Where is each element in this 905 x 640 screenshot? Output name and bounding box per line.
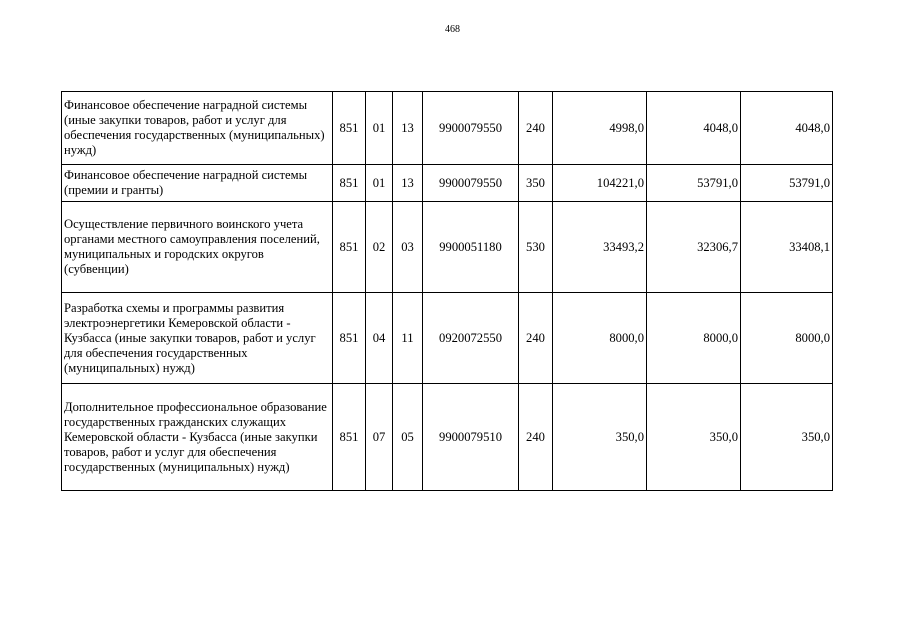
ministry-code-cell: 851 (333, 202, 366, 293)
subsection-code-cell: 13 (393, 165, 423, 202)
table-row (62, 92, 833, 165)
ministry-code-cell: 851 (333, 92, 366, 165)
section-code-cell: 04 (366, 293, 393, 384)
amount-year3-cell: 4048,0 (741, 92, 833, 165)
ministry-code-cell: 851 (333, 293, 366, 384)
amount-year3-cell: 8000,0 (741, 293, 833, 384)
amount-year2-cell: 350,0 (647, 384, 741, 491)
amount-year1-cell: 33493,2 (553, 202, 647, 293)
section-code-cell: 07 (366, 384, 393, 491)
amount-year2-cell: 8000,0 (647, 293, 741, 384)
page-number: 468 (445, 24, 460, 35)
target-article-cell: 9900051180 (423, 202, 519, 293)
subsection-code-cell: 13 (393, 92, 423, 165)
table-row (62, 384, 833, 491)
amount-year1-cell: 350,0 (553, 384, 647, 491)
expense-type-cell: 240 (519, 384, 553, 491)
target-article-cell: 9900079550 (423, 165, 519, 202)
amount-year2-cell: 32306,7 (647, 202, 741, 293)
amount-year1-cell: 8000,0 (553, 293, 647, 384)
section-code-cell: 01 (366, 92, 393, 165)
target-article-cell: 9900079510 (423, 384, 519, 491)
target-article-cell: 0920072550 (423, 293, 519, 384)
table-row (62, 165, 833, 202)
expense-type-cell: 240 (519, 92, 553, 165)
row-name-cell: Финансовое обеспечение наградной системы (премии и гранты) (62, 165, 333, 202)
section-code-cell: 02 (366, 202, 393, 293)
table-row (62, 202, 833, 293)
row-name-cell: Осуществление первичного воинского учета органами местного самоуправления поселений, муниципальных и городских округов (субвенции) (62, 202, 333, 293)
row-name-cell: Дополнительное профессиональное образование государственных гражданских служащих Кемеровской области - Кузбасса (иные закупки товаров, работ и услуг для обеспечения государственных (муниципальных) нужд) (62, 384, 333, 491)
amount-year3-cell: 33408,1 (741, 202, 833, 293)
amount-year2-cell: 4048,0 (647, 92, 741, 165)
section-code-cell: 01 (366, 165, 393, 202)
ministry-code-cell: 851 (333, 384, 366, 491)
amount-year1-cell: 104221,0 (553, 165, 647, 202)
amount-year3-cell: 53791,0 (741, 165, 833, 202)
budget-table (61, 91, 833, 491)
row-name-cell: Финансовое обеспечение наградной системы (иные закупки товаров, работ и услуг для обеспечения государственных (муниципальных) нужд) (62, 92, 333, 165)
subsection-code-cell: 11 (393, 293, 423, 384)
subsection-code-cell: 05 (393, 384, 423, 491)
row-name-cell: Разработка схемы и программы развития электроэнергетики Кемеровской области - Кузбасса (иные закупки товаров, работ и услуг для обеспечения государственных (муниципальных) нужд) (62, 293, 333, 384)
amount-year1-cell: 4998,0 (553, 92, 647, 165)
expense-type-cell: 530 (519, 202, 553, 293)
table-row (62, 293, 833, 384)
target-article-cell: 9900079550 (423, 92, 519, 165)
amount-year3-cell: 350,0 (741, 384, 833, 491)
ministry-code-cell: 851 (333, 165, 366, 202)
expense-type-cell: 240 (519, 293, 553, 384)
expense-type-cell: 350 (519, 165, 553, 202)
subsection-code-cell: 03 (393, 202, 423, 293)
amount-year2-cell: 53791,0 (647, 165, 741, 202)
